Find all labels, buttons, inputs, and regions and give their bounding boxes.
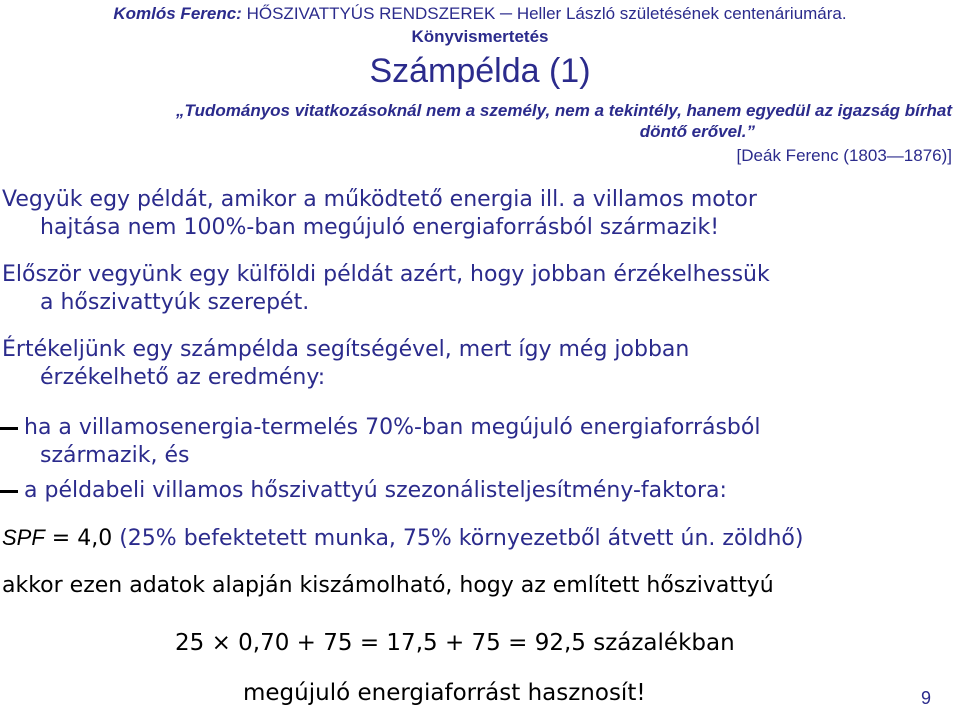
header-author: Komlós Ferenc:	[113, 4, 242, 23]
final-line: megújuló energiaforrást hasznosít!	[243, 680, 646, 706]
dash-icon	[0, 490, 18, 493]
dash-icon	[0, 427, 18, 430]
conclusion-line: akkor ezen adatok alapján kiszámolható, hogy az említett hőszivattyú	[2, 573, 774, 598]
quote-line-1: „Tudományos vitatkozásoknál nem a személy, nem a tekintély, hanem egyedül az igazság bírhat	[176, 101, 952, 120]
header-line-1	[0, 4, 960, 24]
p3-line-2: érzékelhető az eredmény:	[40, 365, 326, 390]
formula: 25 × 0,70 + 75 = 17,5 + 75 = 92,5 százalékban	[175, 630, 735, 656]
page-number: 9	[921, 688, 932, 708]
bullet-2-line-1: a példabeli villamos hőszivattyú szezonálisteljesítmény-faktora:	[24, 478, 727, 503]
quote-line-2: döntő erővel.”	[639, 122, 755, 141]
p1-line-2: hajtása nem 100%-ban megújuló energiaforrásból származik!	[40, 215, 720, 240]
p2-line-1: Először vegyünk egy külföldi példát azért, hogy jobban érzékelhessük	[2, 262, 770, 287]
header-line-2: Könyvismertetés	[411, 27, 549, 46]
spf-value: = 4,0	[51, 526, 113, 551]
page-title: Számpélda (1)	[369, 52, 591, 90]
spf-label: SPF	[2, 525, 45, 550]
p3-line-1: Értékeljünk egy számpélda segítségével, mert így még jobban	[2, 337, 690, 362]
bullet-1-line-2: származik, és	[40, 443, 190, 468]
bullet-1	[0, 415, 760, 440]
p2-line-2: a hőszivattyúk szerepét.	[40, 290, 310, 315]
p1-line-1: Vegyük egy példát, amikor a működtető energia ill. a villamos motor	[2, 187, 757, 212]
spf-detail: (25% befektetett munka, 75% környezetből átvett ún. zöldhő)	[119, 526, 804, 551]
bullet-2	[0, 478, 727, 503]
bullet-1-line-1: ha a villamosenergia-termelés 70%-ban megújuló energiaforrásból	[24, 415, 761, 440]
spf-line	[2, 525, 803, 551]
quote-author: [Deák Ferenc (1803—1876)]	[736, 146, 952, 165]
header-title: HŐSZIVATTYÚS RENDSZEREK ─ Heller László születésének centenáriumára.	[246, 4, 847, 23]
